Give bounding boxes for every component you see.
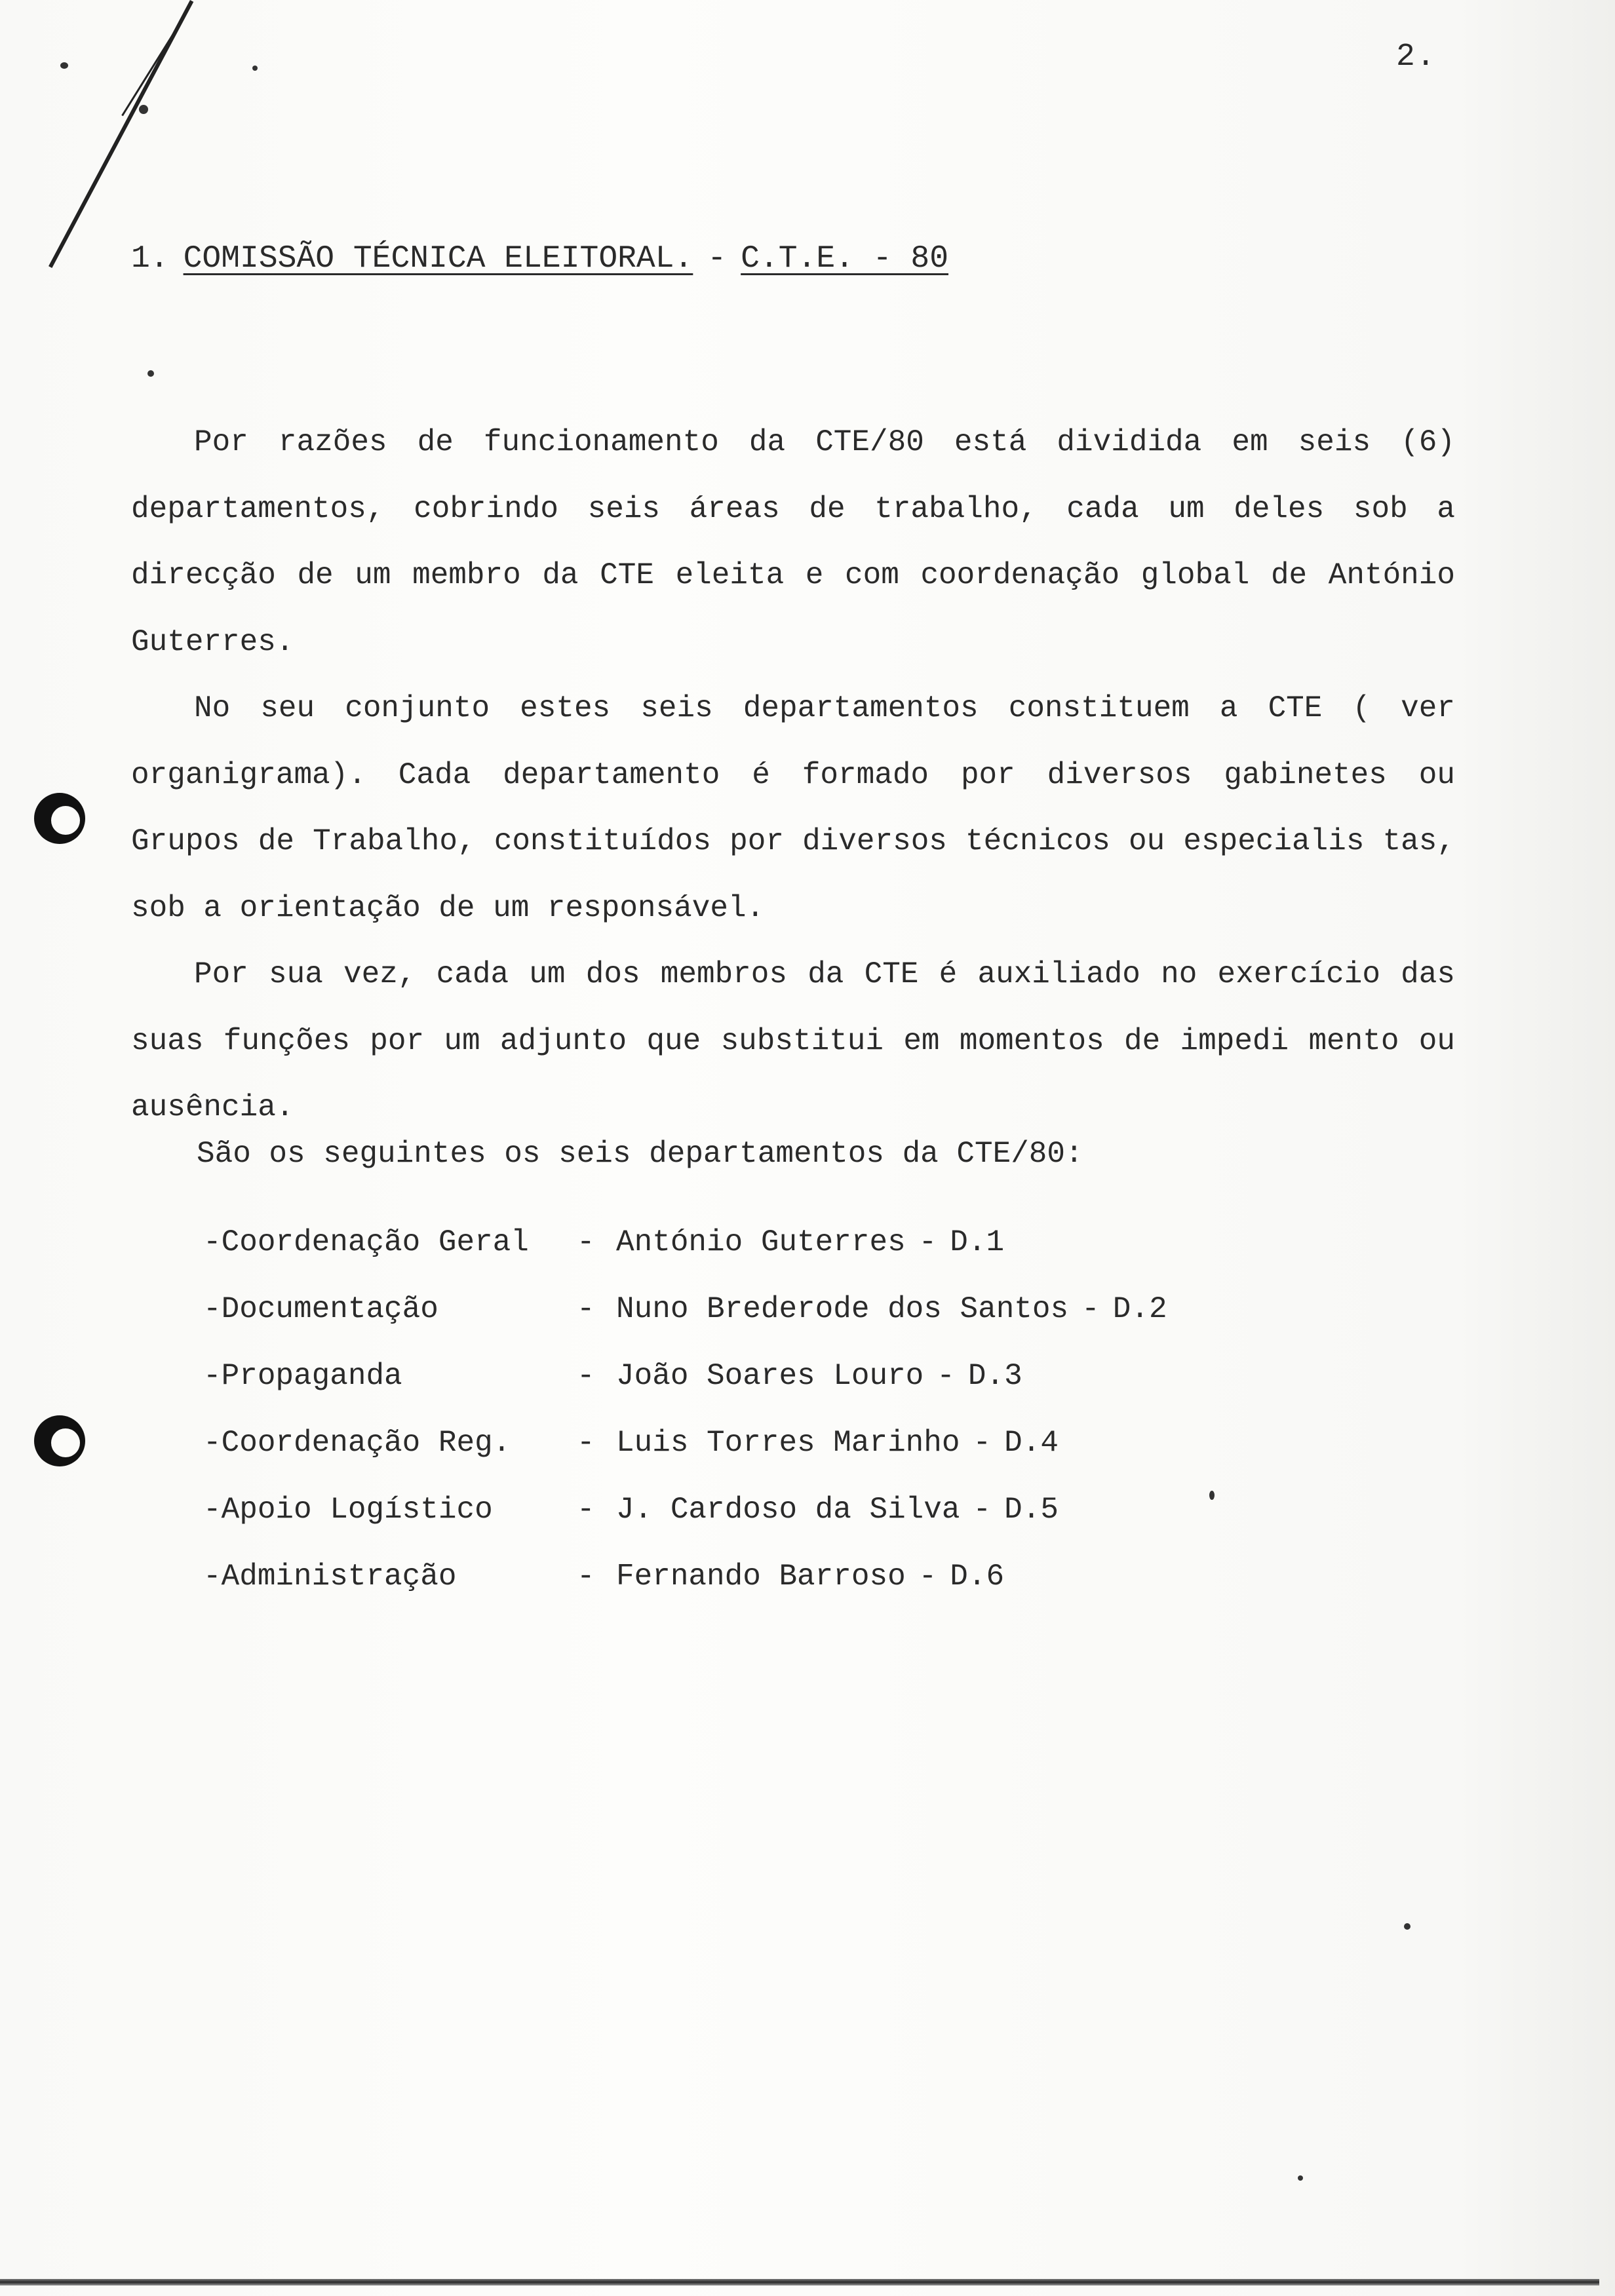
paragraph: No seu conjunto estes seis departamentos constituem a CTE ( ver organigrama). Cada departamento é formado por diversos gabinetes ou Grupos de Trabalho, constituídos por diversos técnicos ou especialis tas, sob a orientação de um responsável. (131, 691, 1455, 925)
department-code: D.3 (967, 1359, 1022, 1393)
department-code: D.5 (1004, 1493, 1059, 1527)
ink-speck (1404, 1923, 1411, 1930)
department-code-separator: - (918, 1225, 937, 1259)
body-text (131, 410, 1455, 1141)
department-dash: - (577, 1493, 595, 1527)
pen-stroke-mark (121, 26, 178, 116)
section-number: 1. (131, 241, 169, 277)
department-head-name: António Guterres (616, 1225, 906, 1259)
department-code: D.6 (950, 1559, 1005, 1594)
department-head (616, 1559, 1004, 1594)
section-code: C.T.E. - 80 (741, 241, 949, 277)
department-head (616, 1359, 1022, 1393)
department-head (616, 1225, 1004, 1259)
ink-speck (1209, 1491, 1215, 1500)
page-number: 2. (1396, 39, 1437, 75)
department-dash: - (577, 1225, 595, 1259)
departments-intro: São os seguintes os seis departamentos da CTE/80: (197, 1137, 1083, 1171)
department-head (616, 1292, 1167, 1326)
department-dash: - (577, 1292, 595, 1326)
department-code: D.2 (1112, 1292, 1167, 1326)
page-bottom-edge (0, 2279, 1599, 2286)
ink-speck (60, 62, 68, 69)
department-code: D.1 (950, 1225, 1005, 1259)
ink-speck (1298, 2175, 1303, 2181)
ink-speck (147, 370, 154, 377)
department-head (616, 1426, 1059, 1460)
department-code-separator: - (1081, 1292, 1100, 1326)
department-head-name: Nuno Brederode dos Santos (616, 1292, 1069, 1326)
pen-stroke-mark (49, 0, 193, 268)
department-head-name: J. Cardoso da Silva (616, 1493, 960, 1527)
paragraph: Por sua vez, cada um dos membros da CTE é auxiliado no exercício das suas funções por um adjunto que substitui em momentos de impedi mento ou ausência. (131, 957, 1455, 1124)
department-code-separator: - (973, 1493, 992, 1527)
department-name: -Administração (203, 1559, 457, 1594)
punch-hole (34, 1415, 85, 1466)
department-name: -Coordenação Reg. (203, 1426, 511, 1460)
section-title: COMISSÃO TÉCNICA ELEITORAL. (183, 241, 693, 277)
section-heading (131, 241, 948, 277)
department-name: -Coordenação Geral (203, 1225, 529, 1259)
department-head-name: Luis Torres Marinho (616, 1426, 960, 1460)
ink-speck (252, 66, 258, 71)
department-head-name: João Soares Louro (616, 1359, 924, 1393)
heading-separator: - (707, 241, 727, 277)
department-name: -Apoio Logístico (203, 1493, 493, 1527)
department-dash: - (577, 1426, 595, 1460)
department-dash: - (577, 1559, 595, 1594)
department-code-separator: - (973, 1426, 992, 1460)
department-head (616, 1493, 1059, 1527)
department-code-separator: - (937, 1359, 955, 1393)
department-code: D.4 (1004, 1426, 1059, 1460)
department-name: -Propaganda (203, 1359, 402, 1393)
department-code-separator: - (918, 1559, 937, 1594)
department-dash: - (577, 1359, 595, 1393)
paragraph: Por razões de funcionamento da CTE/80 está dividida em seis (6) departamentos, cobrindo seis áreas de trabalho, cada um deles sob a direcção de um membro da CTE eleita e com coordenação global de António Guterres. (131, 425, 1455, 659)
punch-hole (34, 793, 85, 844)
department-name: -Documentação (203, 1292, 438, 1326)
department-head-name: Fernando Barroso (616, 1559, 906, 1594)
ink-speck (139, 105, 148, 114)
